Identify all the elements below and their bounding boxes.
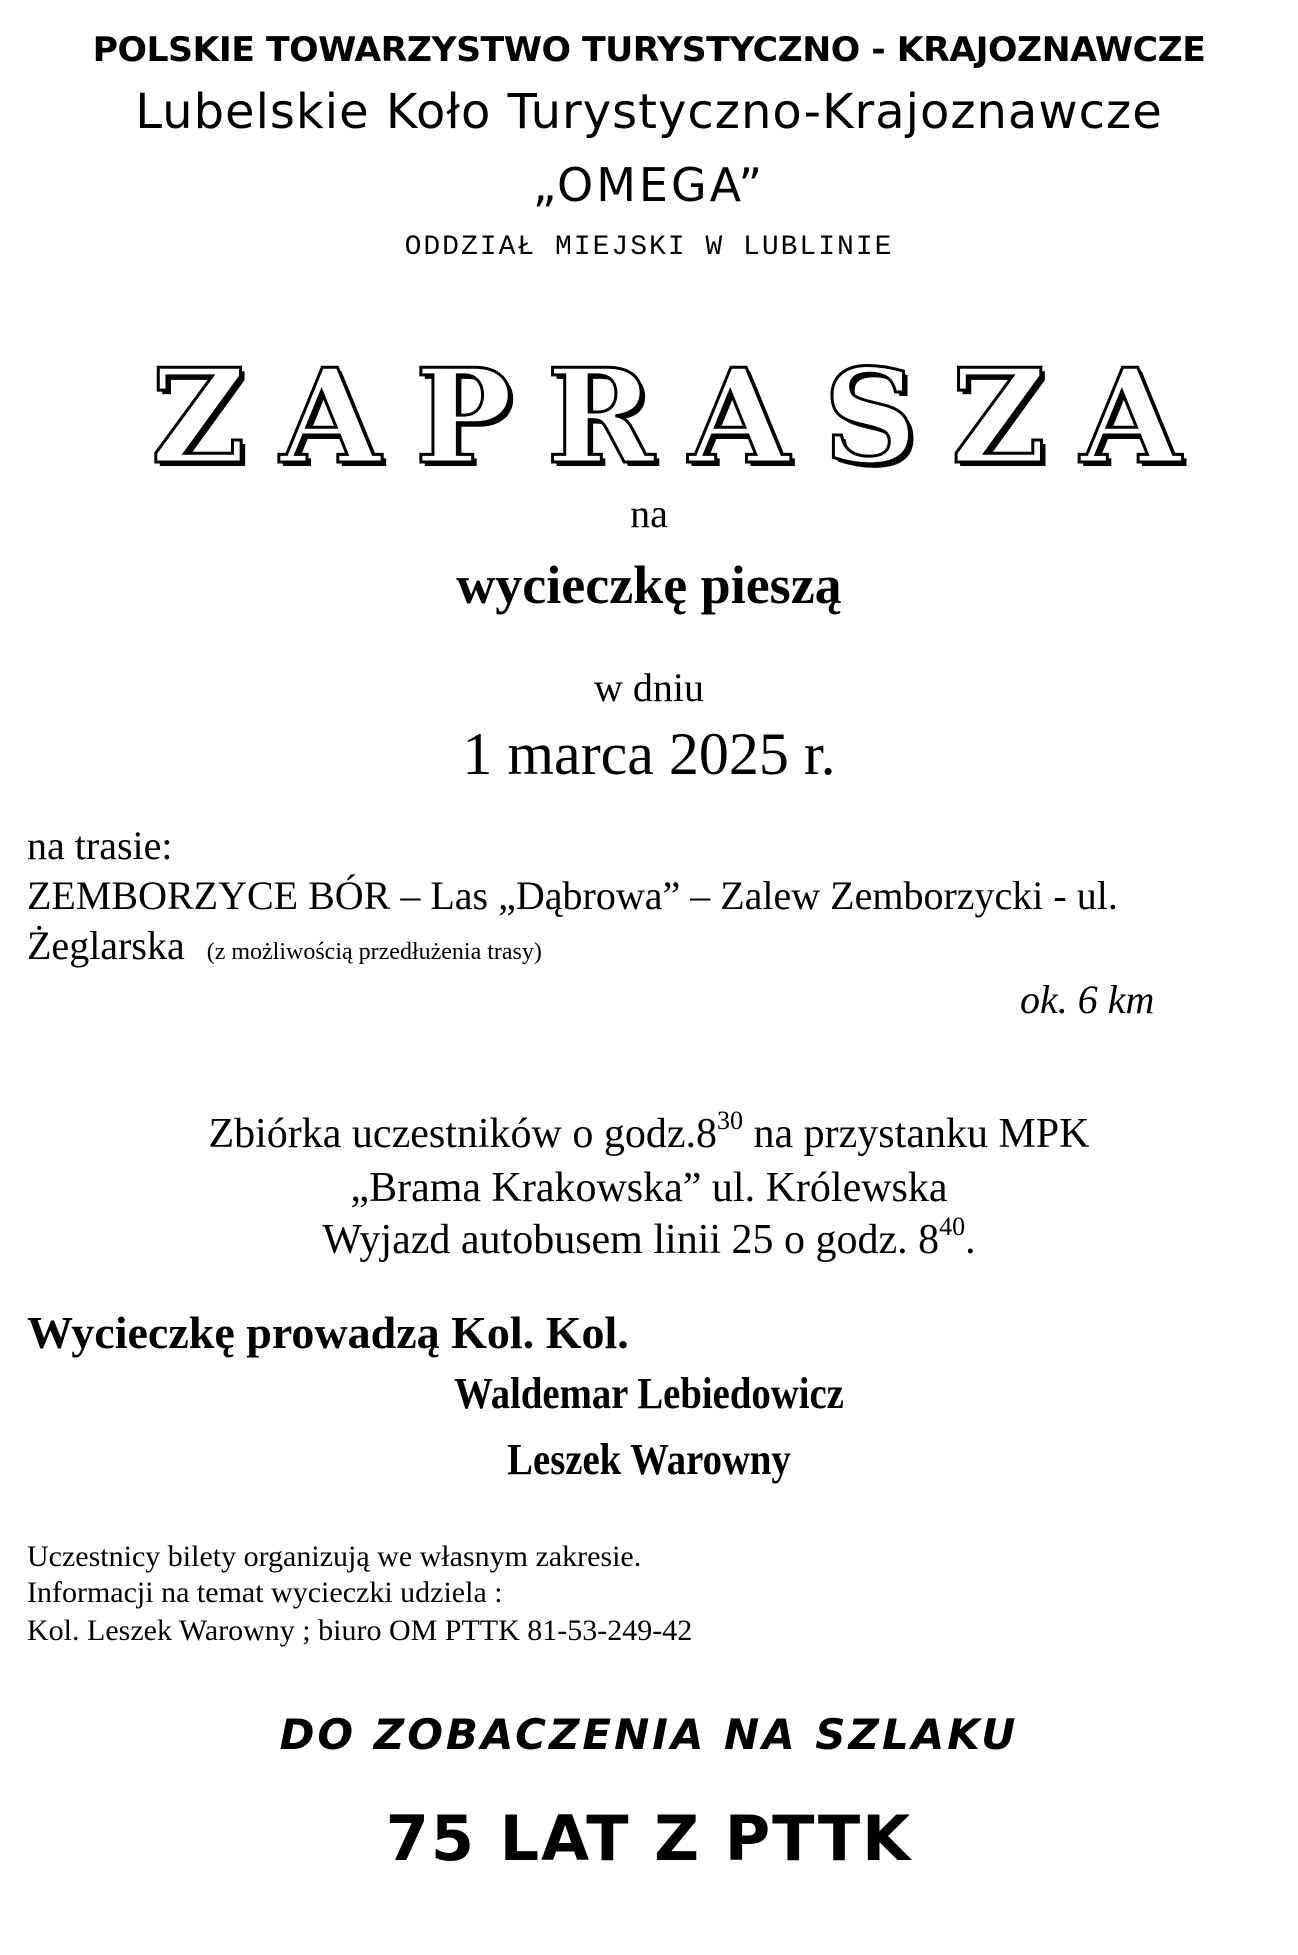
departure-end: . xyxy=(965,1217,976,1263)
club-title: Lubelskie Koło Turystyczno-Krajoznawcze xyxy=(135,84,1163,140)
route-line-1: ZEMBORZYCE BÓR – Las „Dąbrowa” – Zalew Zemborzycki - ul. xyxy=(27,873,1118,918)
meeting-time-text: Zbiórka uczestników o godz.8 xyxy=(208,1111,718,1157)
invite-heading: ZAPRASZA xyxy=(150,340,1216,493)
invite-na: na xyxy=(630,491,668,536)
trip-type: wycieczkę pieszą xyxy=(456,555,842,615)
trip-date: 1 marca 2025 r. xyxy=(462,721,836,787)
leaders-heading: Wycieczkę prowadzą Kol. Kol. xyxy=(27,1307,629,1358)
meeting-line-3 xyxy=(0,1212,1298,1264)
route-heading: na trasie: xyxy=(27,823,173,868)
leader-name: Leszek Warowny xyxy=(507,1435,791,1484)
info-line-1: Uczestnicy bilety organizują we własnym zakresie. xyxy=(27,1540,642,1573)
route-street: Żeglarska xyxy=(27,923,185,968)
branch-name: ODDZIAŁ MIEJSKI W LUBLINIE xyxy=(404,232,894,263)
departure-minutes: 40 xyxy=(939,1212,966,1241)
route-distance: ok. 6 km xyxy=(1020,977,1155,1022)
see-you-slogan: DO ZOBACZENIA NA SZLAKU xyxy=(279,1710,1019,1759)
organization-title: POLSKIE TOWARZYSTWO TURYSTYCZNO - KRAJOZNAWCZE xyxy=(92,30,1206,70)
anniversary-slogan: 75 LAT Z PTTK xyxy=(385,1802,913,1875)
meeting-line-2: „Brama Krakowska” ul. Królewska xyxy=(350,1165,948,1211)
meeting-place-text: na przystanku MPK xyxy=(743,1111,1090,1157)
route-note: (z możliwością przedłużenia trasy) xyxy=(206,939,542,965)
info-line-2: Informacji na temat wycieczki udziela : xyxy=(27,1576,503,1609)
route-line-2 xyxy=(27,922,542,969)
meeting-time-minutes: 30 xyxy=(717,1106,744,1135)
meeting-line-1 xyxy=(0,1106,1298,1158)
leader-name: Waldemar Lebiedowicz xyxy=(454,1369,844,1418)
departure-text: Wyjazd autobusem linii 25 o godz. 8 xyxy=(322,1217,940,1263)
info-line-3: Kol. Leszek Warowny ; biuro OM PTTK 81-53-249-42 xyxy=(27,1614,693,1647)
club-name: „OMEGA” xyxy=(532,158,766,212)
date-label: w dniu xyxy=(594,665,704,710)
